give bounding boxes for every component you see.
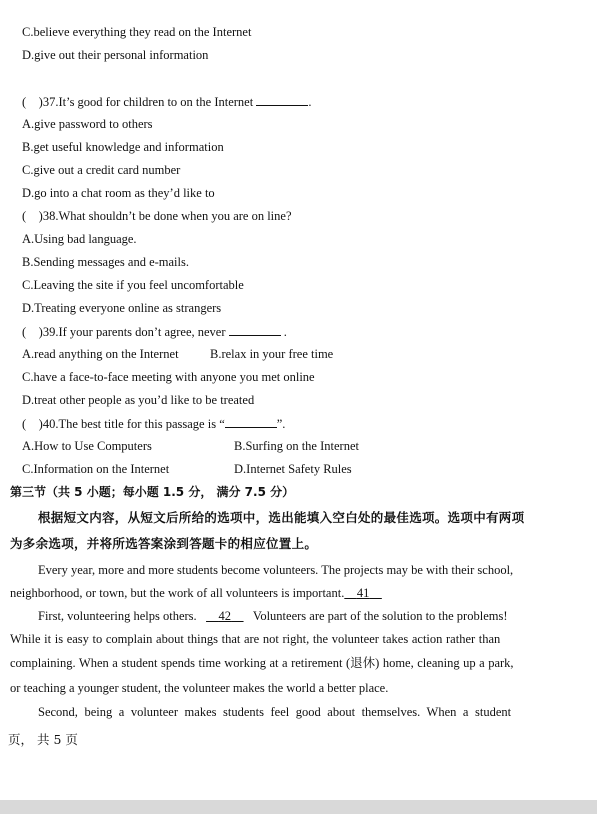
blank-41-number: 41 [356, 586, 370, 600]
passage-p2-line3: complaining. When a student spends time working at a retirement (退休) home, cleaning up a park, [10, 656, 514, 670]
passage-p2-line1-start: First, volunteering helps others. [38, 609, 197, 623]
q39-option-a: A.read anything on the Internet [22, 347, 179, 361]
q39-option-c: C.have a face-to-face meeting with anyone you met online [22, 370, 315, 384]
q38-question [22, 208, 292, 224]
q37-text: )37.It’s good for children to on the Internet [38, 95, 254, 109]
q40-question [22, 415, 285, 432]
q39-question [22, 323, 287, 340]
q37-answer-blank[interactable] [256, 93, 308, 106]
q38-paren: ( [22, 209, 27, 223]
q40-option-b: B.Surfing on the Internet [234, 439, 359, 453]
passage-p2-line2: While it is easy to complain about things that are not right, the volunteer takes action rather than [10, 632, 501, 646]
q37-option-a: A.give password to others [22, 117, 153, 131]
q40-text: )40.The best title for this passage is “ [38, 417, 225, 431]
q39-answer-blank[interactable] [229, 323, 281, 336]
passage-p1-line2-text: neighborhood, or town, but the work of all volunteers is important. [10, 586, 345, 600]
q37-option-d: D.go into a chat room as they’d like to [22, 186, 215, 200]
q37-option-c: C.give out a credit card number [22, 163, 181, 177]
q37-option-b: B.get useful knowledge and information [22, 140, 224, 154]
section3-instruction-line2: 为多余选项，并将所选答案涂到答题卡的相应位置上。 [10, 536, 318, 551]
q40-option-a: A.How to Use Computers [22, 439, 152, 453]
q37-question [22, 93, 311, 110]
q37-paren: ( [22, 95, 27, 109]
q36-option-b: C.believe everything they read on the Internet [22, 25, 252, 39]
section3-heading: 第三节（共 5 小题；每小题 1.5 分， 满分 7.5 分） [10, 485, 295, 499]
q38-option-c: C.Leaving the site if you feel uncomfortable [22, 278, 244, 292]
passage-p2-line1 [38, 608, 508, 624]
q40-answer-blank[interactable] [225, 415, 277, 428]
q39-option-b: B.relax in your free time [210, 347, 334, 361]
passage-p3-line1: Second, being a volunteer makes students feel good about themselves. When a student [38, 705, 512, 719]
q38-text: )38.What shouldn’t be done when you are on line? [38, 209, 292, 223]
q40-option-c: C.Information on the Internet [22, 462, 170, 476]
q40-end: ”. [276, 417, 286, 431]
q37-end: . [308, 95, 312, 109]
page-footer: 页， 共 5 页 [8, 732, 78, 747]
q38-option-d: D.Treating everyone online as strangers [22, 301, 222, 315]
blank-42[interactable] [206, 609, 244, 623]
section3-instruction-line1: 根据短文内容，从短文后所给的选项中，选出能填入空白处的最佳选项。选项中有两项 [38, 510, 525, 525]
q36-option-c: D.give out their personal information [22, 48, 209, 62]
passage-p2-line1-end: Volunteers are part of the solution to the problems! [252, 609, 508, 623]
q38-option-a: A.Using bad language. [22, 232, 137, 246]
blank-41[interactable] [344, 586, 382, 600]
passage-p2-line4: or teaching a younger student, the volunteer makes the world a better place. [10, 681, 389, 695]
blank-42-number: 42 [218, 609, 232, 623]
page-separator-bar [0, 800, 597, 814]
q38-option-b: B.Sending messages and e-mails. [22, 255, 189, 269]
q40-paren: ( [22, 417, 27, 431]
passage-p1-line2 [10, 585, 382, 601]
q39-option-d: D.treat other people as you’d like to be treated [22, 393, 255, 407]
q39-paren: ( [22, 325, 27, 339]
q39-end: . [283, 325, 287, 339]
q39-text: )39.If your parents don’t agree, never [38, 325, 226, 339]
passage-p1-line1: Every year, more and more students become volunteers. The projects may be with their school, [38, 563, 514, 577]
q40-option-d: D.Internet Safety Rules [234, 462, 352, 476]
